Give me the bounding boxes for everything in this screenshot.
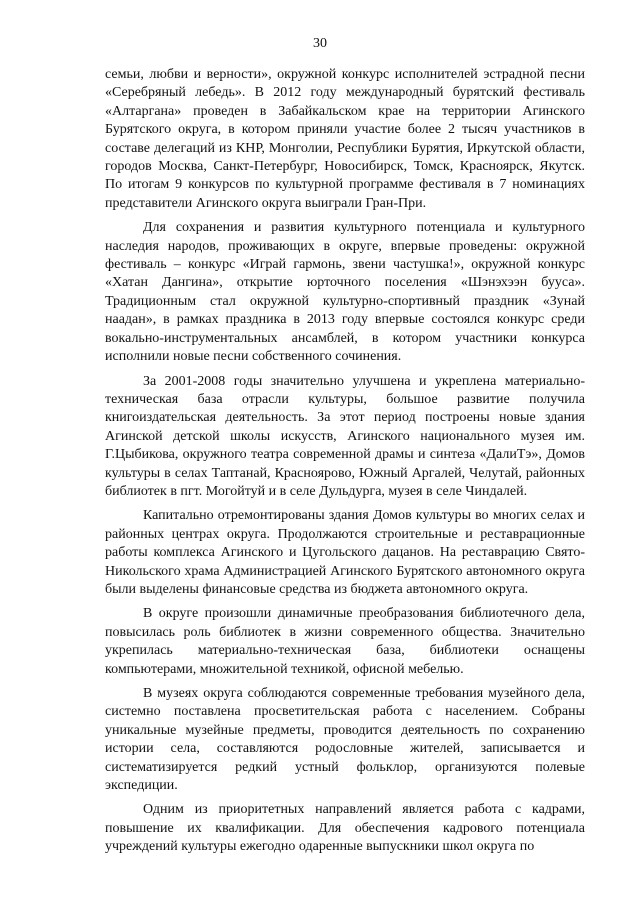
paragraph-festivals: семьи, любви и верности», окружной конкурс исполнителей эстрадной песни «Серебряный лебедь». В 2012 году международный бурятский фестиваль «Алтаргана» проведен в Забайкальском крае на территории Агинского Бурятского округа, в котором приняли участие более 2 тысяч участников в составе делегаций из КНР, Монголии, Республики Бурятия, Иркутской области, городов Москва, Санкт-Петербург, Новосибирск, Томск, Красноярск, Якутск. По итогам 9 конкурсов по культурной программе фестиваля в 7 номинациях представители Агинского округа выиграли Гран-При. [105, 67, 585, 211]
paragraph-renovation: Капитально отремонтированы здания Домов культуры во многих селах и районных центрах округа. Продолжаются строительные и реставрационные работы комплекса Агинского и Цугольского дацанов. На реставрацию Свято-Никольского храма Администрацией Агинского Бурятского автономного округа были выделены финансовые средства из бюджета автономного округа. [105, 508, 585, 597]
body-text [105, 66, 585, 863]
paragraph-museums: В музеях округа соблюдаются современные требования музейного дела, системно поставлена просветительская работа с населением. Собраны уникальные музейные предметы, проводится деятельность по сохранению истории села, составляются родословные жителей, записывается и систематизируется редкий устный фольклор, организуются полевые экспедиции. [105, 686, 585, 794]
paragraph-libraries: В округе произошли динамичные преобразования библиотечного дела, повысилась роль библиотек в жизни современного общества. Значительно укрепилась материально-техническая база, библиотеки оснащены компьютерами, множительной техникой, офисной мебелью. [105, 606, 585, 677]
paragraph-infrastructure: За 2001-2008 годы значительно улучшена и укреплена материально-техническая база отрасли культуры, большое развитие получила книгоиздательская деятельность. За этот период построены новые здания Агинской детской школы искусств, Агинского национального музея им. Г.Цыбикова, окружного театра современной драмы и синтеза «ДалиТэ», Домов культуры в селах Таптанай, Красноярово, Южный Аргалей, Челутай, районных библиотек в пгт. Могойтуй и в селе Дульдурга, музея в селе Чиндалей. [105, 373, 585, 499]
page-number: 30 [313, 36, 327, 51]
paragraph-staff: Одним из приоритетных направлений является работа с кадрами, повышение их квалификации. Для обеспечения кадрового потенциала учреждений культуры ежегодно одаренные выпускники школ округа по [105, 802, 585, 855]
paragraph-cultural-heritage: Для сохранения и развития культурного потенциала и культурного наследия народов, проживающих в округе, впервые проведены: окружной фестиваль – конкурс «Играй гармонь, звени частушка!», окружной конкурс «Хатан Дангина», открытие юрточного поселения «Шэнэхээн бууса». Традиционным стал окружной культурно-спортивный праздник «Зунай наадан», в рамках праздника в 2013 году впервые состоялся конкурс среди вокально-инструментальных ансамблей, в котором участники конкурса исполнили новые песни собственного сочинения. [105, 220, 585, 365]
